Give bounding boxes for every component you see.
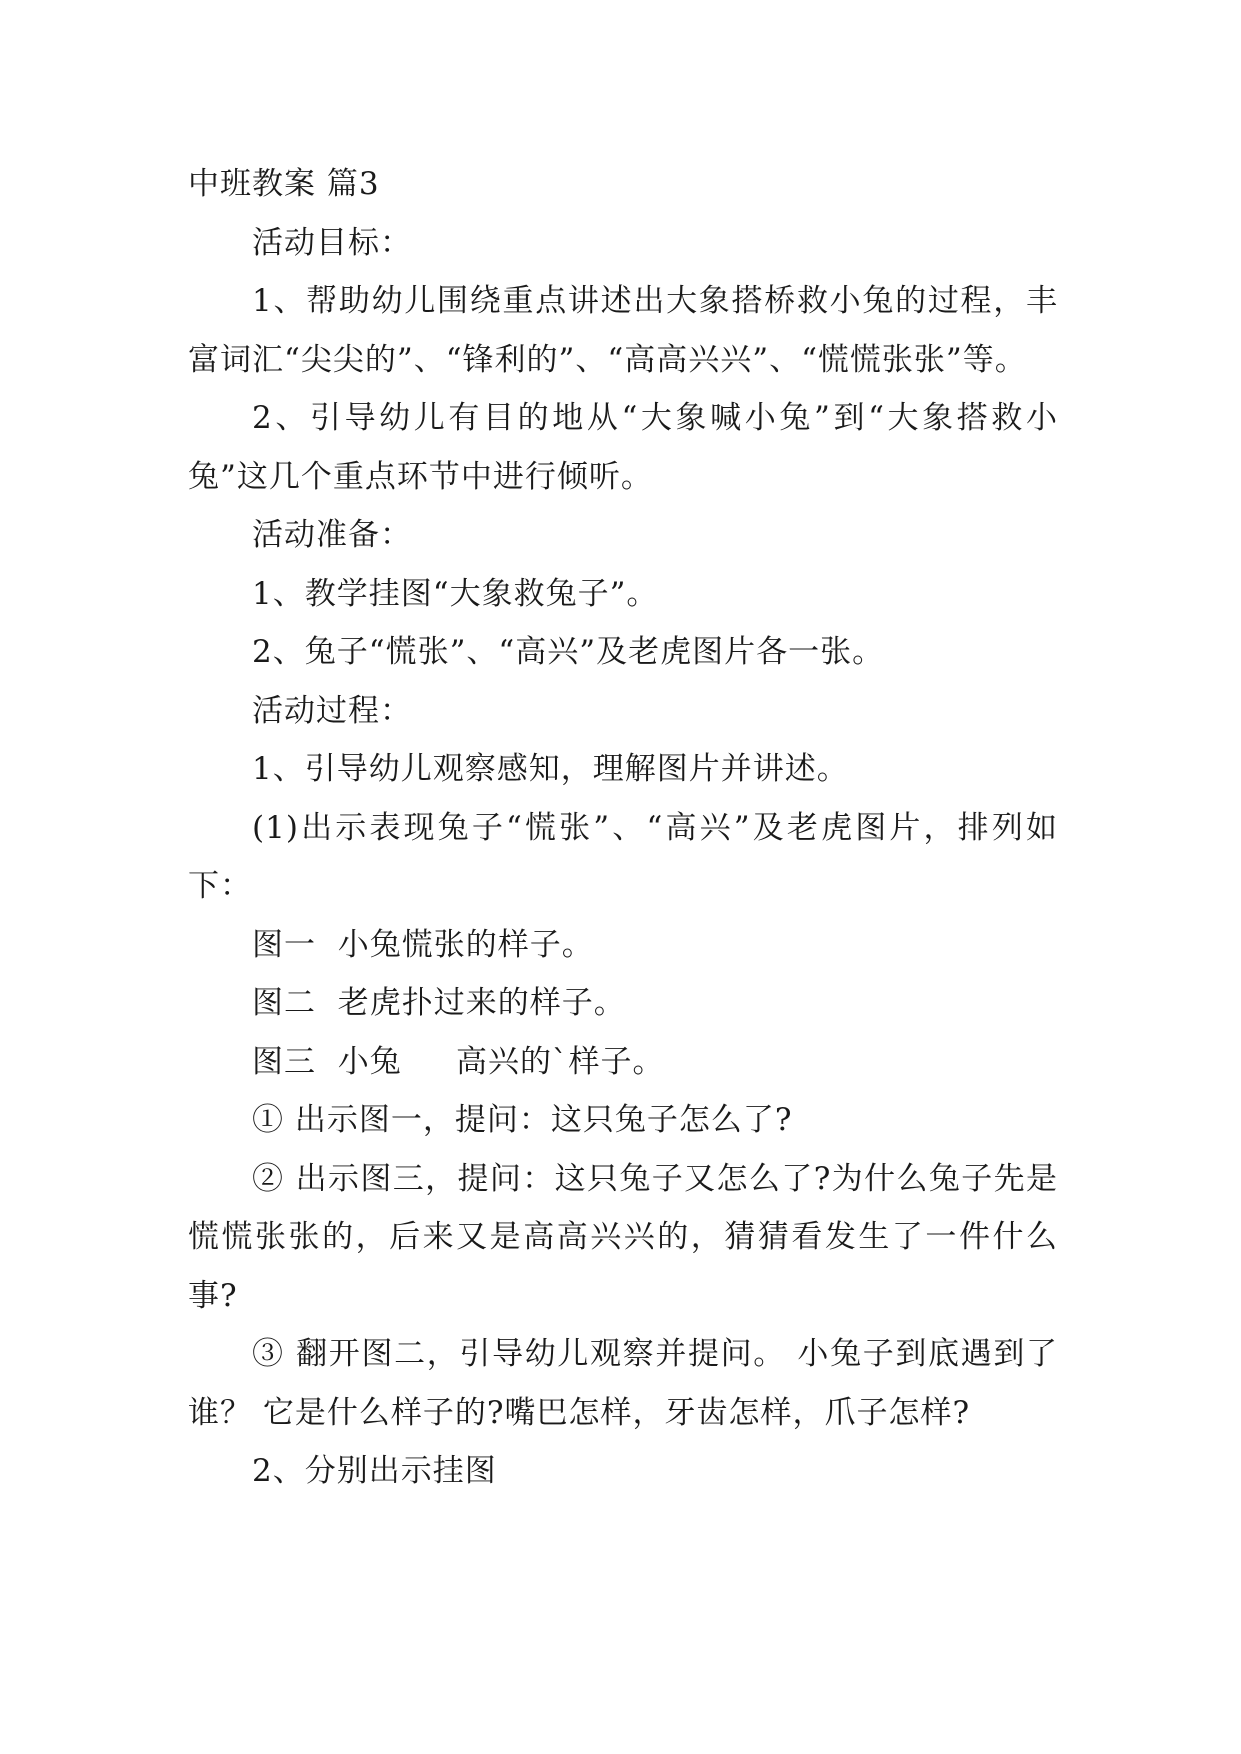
preparation-item-1: 1、教学挂图“大象救兔子”。 <box>252 575 659 612</box>
goal-item-1: 1、帮助幼儿围绕重点讲述出大象搭桥救小兔的过程，丰富词汇“尖尖的”、“锋利的”、“高高兴兴”、“慌慌张张”等。 <box>188 283 1058 378</box>
section-heading-goals: 活动目标： <box>252 224 412 261</box>
document-body <box>188 155 1058 1501</box>
process-step-2: 2、分别出示挂图 <box>252 1453 497 1489</box>
goal-item-2: 2、引导幼儿有目的地从“大象喊小兔”到“大象搭救小兔”这几个重点环节中进行倾听。 <box>188 400 1058 495</box>
picture-item-2: 图二 老虎扑过来的样子。 <box>252 985 626 1021</box>
question-item-2: ② 出示图三，提问：这只兔子又怎么了?为什么兔子先是慌慌张张的，后来又是高高兴兴的，猜猜看发生了一件什么事? <box>188 1160 1058 1314</box>
preparation-item-2: 2、兔子“慌张”、“高兴”及老虎图片各一张。 <box>252 634 885 670</box>
process-substep-1: (1)出示表现兔子“慌张”、“高兴”及老虎图片，排列如下： <box>188 809 1058 904</box>
question-item-1: ① 出示图一，提问：这只兔子怎么了? <box>252 1102 793 1138</box>
question-item-3: ③ 翻开图二，引导幼儿观察并提问。 小兔子到底遇到了谁？ 它是什么样子的?嘴巴怎样，牙齿怎样，爪子怎样? <box>188 1336 1058 1431</box>
process-step-1: 1、引导幼儿观察感知，理解图片并讲述。 <box>252 751 849 787</box>
picture-item-1: 图一 小兔慌张的样子。 <box>252 926 594 963</box>
picture-item-3: 图三 小兔 高兴的`样子。 <box>252 1043 665 1080</box>
document-title: 中班教案 篇3 <box>188 166 380 202</box>
section-heading-process: 活动过程： <box>252 692 412 729</box>
section-heading-preparation: 活动准备： <box>252 517 412 553</box>
